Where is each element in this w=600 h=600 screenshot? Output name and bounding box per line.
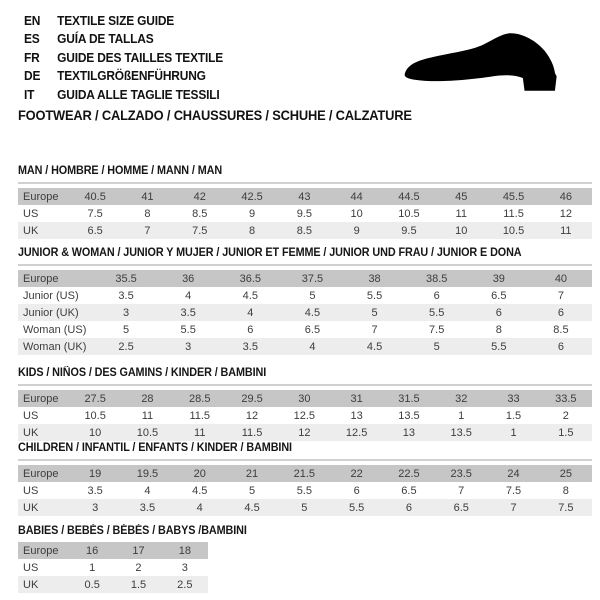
- table-row: [18, 205, 592, 222]
- size-value-cell: 9.5: [383, 222, 435, 239]
- size-value-cell: 4: [281, 338, 343, 355]
- size-value-cell: 1.5: [115, 576, 161, 593]
- category-title: FOOTWEAR / CALZADO / CHAUSSURES / SCHUHE / CALZATURE: [18, 107, 412, 123]
- language-row-de: [24, 67, 223, 85]
- table-row: [18, 407, 592, 424]
- size-value-cell: 8.5: [553, 323, 569, 336]
- size-value-cell: 4.5: [192, 484, 208, 497]
- size-value-cell: 6.5: [435, 499, 487, 516]
- size-value-cell: 12.5: [293, 409, 316, 422]
- size-value-cell: 12: [278, 424, 330, 441]
- size-value-cell: 9.5: [296, 207, 312, 220]
- size-section-babies: [18, 524, 592, 593]
- section-divider: [18, 459, 592, 461]
- size-value-cell: 7: [487, 499, 539, 516]
- row-label: Woman (UK): [18, 338, 95, 355]
- size-value-cell: 22: [330, 465, 382, 482]
- size-value-cell: 43: [278, 188, 330, 205]
- size-value-cell: 6: [530, 304, 592, 321]
- language-list: [24, 12, 240, 104]
- size-value-cell: 31: [330, 390, 382, 407]
- section-divider: [18, 384, 592, 386]
- size-value-cell: 4.5: [226, 499, 278, 516]
- size-value-cell: 5.5: [406, 304, 468, 321]
- size-value-cell: 11: [174, 424, 226, 441]
- row-label: Junior (US): [23, 289, 79, 302]
- row-label: US: [23, 561, 39, 574]
- table-row: [18, 338, 592, 355]
- size-value-cell: 42: [174, 188, 226, 205]
- size-value-cell: 30: [278, 390, 330, 407]
- size-value-cell: 6: [383, 499, 435, 516]
- size-value-cell: 4.5: [344, 338, 406, 355]
- section-divider: [18, 264, 592, 266]
- size-value-cell: 3.5: [157, 304, 219, 321]
- table-row: [18, 499, 592, 516]
- table-row: [18, 321, 592, 338]
- size-value-cell: 13: [350, 409, 363, 422]
- size-value-cell: 38.5: [406, 270, 468, 287]
- table-row: [18, 390, 592, 407]
- section-title: KIDS / NIÑOS / DES GAMINS / KINDER / BAMBINI: [18, 367, 267, 379]
- size-value-cell: 2.5: [95, 338, 157, 355]
- size-value-cell: 1.5: [540, 424, 592, 441]
- size-value-cell: 20: [174, 465, 226, 482]
- size-value-cell: 5: [406, 338, 468, 355]
- size-value-cell: 6: [433, 289, 440, 302]
- row-label: US: [23, 484, 39, 497]
- size-value-cell: 28.5: [174, 390, 226, 407]
- size-value-cell: 19.5: [121, 465, 173, 482]
- size-value-cell: 5: [123, 323, 130, 336]
- size-value-cell: 22.5: [383, 465, 435, 482]
- size-value-cell: 4: [219, 304, 281, 321]
- row-label: Europe: [18, 542, 69, 559]
- table-row: [18, 188, 592, 205]
- size-value-cell: 0.5: [69, 576, 115, 593]
- size-value-cell: 11: [455, 207, 467, 220]
- size-value-cell: 9: [248, 207, 256, 220]
- size-value-cell: 32: [435, 390, 487, 407]
- size-value-cell: 27.5: [69, 390, 121, 407]
- size-value-cell: 13.5: [435, 424, 487, 441]
- size-value-cell: 1: [487, 424, 539, 441]
- size-value-cell: 2.5: [162, 576, 208, 593]
- table-row: [18, 287, 592, 304]
- size-value-cell: 7.5: [540, 499, 592, 516]
- language-guide-label: GUÍA DE TALLAS: [57, 31, 154, 47]
- size-value-cell: 6.5: [401, 484, 417, 497]
- size-value-cell: 7: [458, 484, 465, 497]
- size-value-cell: 5.5: [330, 499, 382, 516]
- row-label: Europe: [18, 270, 95, 287]
- language-guide-label: GUIDA ALLE TAGLIE TESSILI: [57, 86, 220, 102]
- size-table-babies: [18, 542, 208, 593]
- table-row: [18, 559, 208, 576]
- size-value-cell: 8: [562, 484, 569, 497]
- size-value-cell: 21.5: [278, 465, 330, 482]
- size-value-cell: 41: [121, 188, 173, 205]
- size-value-cell: 18: [162, 542, 208, 559]
- size-value-cell: 5.5: [296, 484, 312, 497]
- language-row-en: [24, 12, 223, 30]
- size-value-cell: 40.5: [69, 188, 121, 205]
- size-value-cell: 9: [330, 222, 382, 239]
- size-value-cell: 3: [181, 561, 188, 574]
- section-title: CHILDREN / INFANTIL / ENFANTS / KINDER / BAMBINI: [18, 442, 292, 454]
- size-value-cell: 44.5: [383, 188, 435, 205]
- row-label: UK: [18, 222, 69, 239]
- size-value-cell: 3: [157, 338, 219, 355]
- language-guide-label: TEXTILGRÖßENFÜHRUNG: [57, 68, 206, 84]
- size-value-cell: 21: [226, 465, 278, 482]
- size-value-cell: 5.5: [180, 323, 196, 336]
- size-value-cell: 13.5: [398, 409, 420, 422]
- table-row: [18, 465, 592, 482]
- size-value-cell: 11: [141, 409, 154, 422]
- size-value-cell: 37.5: [281, 270, 343, 287]
- size-value-cell: 17: [115, 542, 161, 559]
- table-row: [18, 222, 592, 239]
- size-value-cell: 3.5: [121, 499, 173, 516]
- size-value-cell: 8: [144, 207, 151, 220]
- size-value-cell: 12: [559, 207, 572, 220]
- language-code: IT: [24, 86, 35, 102]
- size-value-cell: 11.5: [226, 424, 278, 441]
- section-divider: [18, 182, 592, 184]
- size-value-cell: 12: [245, 409, 259, 422]
- size-value-cell: 6.5: [69, 222, 121, 239]
- size-value-cell: 6: [247, 323, 254, 336]
- size-value-cell: 4: [144, 484, 151, 497]
- row-label: US: [23, 409, 39, 422]
- language-row-fr: [24, 49, 223, 67]
- row-label: Junior (UK): [18, 304, 95, 321]
- language-code: DE: [24, 68, 41, 84]
- size-value-cell: 45: [435, 188, 487, 205]
- size-value-cell: 4.5: [242, 289, 258, 302]
- size-section-junior-woman: [18, 246, 592, 355]
- table-row: [18, 304, 592, 321]
- language-row-it: [24, 86, 223, 104]
- size-section-man: [18, 164, 592, 239]
- size-value-cell: 4.5: [281, 304, 343, 321]
- size-value-cell: 7.5: [429, 323, 445, 336]
- size-value-cell: 35.5: [95, 270, 157, 287]
- table-row: [18, 576, 208, 593]
- size-value-cell: 1.5: [505, 409, 522, 422]
- row-label: Europe: [18, 188, 69, 205]
- size-value-cell: 5: [344, 304, 406, 321]
- row-label: Europe: [18, 465, 69, 482]
- row-label: UK: [18, 424, 69, 441]
- row-label: Woman (US): [23, 323, 87, 336]
- size-value-cell: 23.5: [435, 465, 487, 482]
- size-value-cell: 10: [350, 207, 363, 220]
- size-value-cell: 29.5: [226, 390, 278, 407]
- size-value-cell: 6: [530, 338, 592, 355]
- size-value-cell: 6.5: [304, 323, 321, 336]
- row-label: US: [23, 207, 39, 220]
- size-table-junior-woman: [18, 270, 592, 355]
- size-value-cell: 11.5: [503, 207, 524, 220]
- size-value-cell: 33: [487, 390, 539, 407]
- section-title: BABIES / BEBÉS / BÉBÉS / BABYS /BAMBINI: [18, 525, 247, 537]
- size-value-cell: 45.5: [487, 188, 539, 205]
- size-value-cell: 8: [495, 323, 502, 336]
- size-value-cell: 10.5: [121, 424, 173, 441]
- section-title: MAN / HOMBRE / HOMME / MANN / MAN: [18, 165, 223, 177]
- size-value-cell: 38: [344, 270, 406, 287]
- table-row: [18, 270, 592, 287]
- size-value-cell: 3: [95, 304, 157, 321]
- language-guide-label: GUIDE DES TAILLES TEXTILE: [57, 49, 224, 65]
- table-row: [18, 542, 208, 559]
- size-value-cell: 10: [435, 222, 487, 239]
- size-value-cell: 5.5: [468, 338, 530, 355]
- size-value-cell: 16: [69, 542, 115, 559]
- size-value-cell: 12.5: [330, 424, 382, 441]
- size-value-cell: 2: [562, 409, 569, 422]
- size-value-cell: 8.5: [192, 207, 208, 220]
- row-label: UK: [18, 576, 69, 593]
- language-code: FR: [24, 49, 40, 65]
- size-value-cell: 24: [487, 465, 539, 482]
- size-value-cell: 36: [157, 270, 219, 287]
- language-code: EN: [24, 13, 41, 28]
- size-value-cell: 33.5: [540, 390, 592, 407]
- size-value-cell: 4: [185, 289, 192, 302]
- size-value-cell: 1: [458, 409, 465, 422]
- size-value-cell: 11: [540, 222, 592, 239]
- size-value-cell: 42.5: [226, 188, 278, 205]
- size-value-cell: 28: [121, 390, 173, 407]
- size-value-cell: 5: [309, 289, 316, 302]
- size-value-cell: 3.5: [118, 289, 134, 302]
- size-table-kids: [18, 390, 592, 441]
- language-row-es: [24, 30, 223, 48]
- size-section-children: [18, 441, 592, 516]
- size-value-cell: 10.5: [398, 207, 420, 220]
- size-value-cell: 4: [174, 499, 226, 516]
- size-value-cell: 10.5: [487, 222, 539, 239]
- size-value-cell: 3.5: [219, 338, 281, 355]
- size-value-cell: 31.5: [383, 390, 435, 407]
- size-value-cell: 36.5: [219, 270, 281, 287]
- size-value-cell: 8: [226, 222, 278, 239]
- size-value-cell: 7: [557, 289, 564, 302]
- size-value-cell: 5.5: [366, 289, 383, 302]
- shoe-icon: [388, 24, 580, 100]
- size-value-cell: 19: [69, 465, 121, 482]
- size-table-children: [18, 465, 592, 516]
- row-label: UK: [18, 499, 69, 516]
- size-value-cell: 7: [371, 323, 378, 336]
- language-guide-label: TEXTILE SIZE GUIDE: [57, 13, 175, 28]
- size-value-cell: 3: [69, 499, 121, 516]
- size-value-cell: 40: [530, 270, 592, 287]
- size-value-cell: 6.5: [491, 289, 507, 302]
- size-value-cell: 46: [540, 188, 592, 205]
- language-code: ES: [24, 31, 40, 47]
- size-value-cell: 11.5: [189, 409, 211, 422]
- size-section-kids: [18, 366, 592, 441]
- row-label: Europe: [18, 390, 69, 407]
- size-value-cell: 7.5: [87, 207, 103, 220]
- size-value-cell: 1: [89, 561, 96, 574]
- size-value-cell: 6: [353, 484, 360, 497]
- size-value-cell: 5: [278, 499, 330, 516]
- size-value-cell: 3.5: [87, 484, 103, 497]
- size-value-cell: 10.5: [84, 409, 106, 422]
- size-value-cell: 13: [383, 424, 435, 441]
- size-value-cell: 10: [69, 424, 121, 441]
- size-table-man: [18, 188, 592, 239]
- size-value-cell: 7.5: [505, 484, 522, 497]
- size-value-cell: 2: [135, 561, 142, 574]
- size-value-cell: 39: [468, 270, 530, 287]
- table-row: [18, 424, 592, 441]
- size-value-cell: 25: [540, 465, 592, 482]
- size-value-cell: 8.5: [278, 222, 330, 239]
- table-row: [18, 482, 592, 499]
- size-value-cell: 44: [330, 188, 382, 205]
- size-value-cell: 6: [468, 304, 530, 321]
- section-title: JUNIOR & WOMAN / JUNIOR Y MUJER / JUNIOR ET FEMME / JUNIOR UND FRAU / JUNIOR E DONA: [18, 247, 522, 259]
- size-value-cell: 7.5: [174, 222, 226, 239]
- size-value-cell: 5: [248, 484, 256, 497]
- size-value-cell: 7: [121, 222, 173, 239]
